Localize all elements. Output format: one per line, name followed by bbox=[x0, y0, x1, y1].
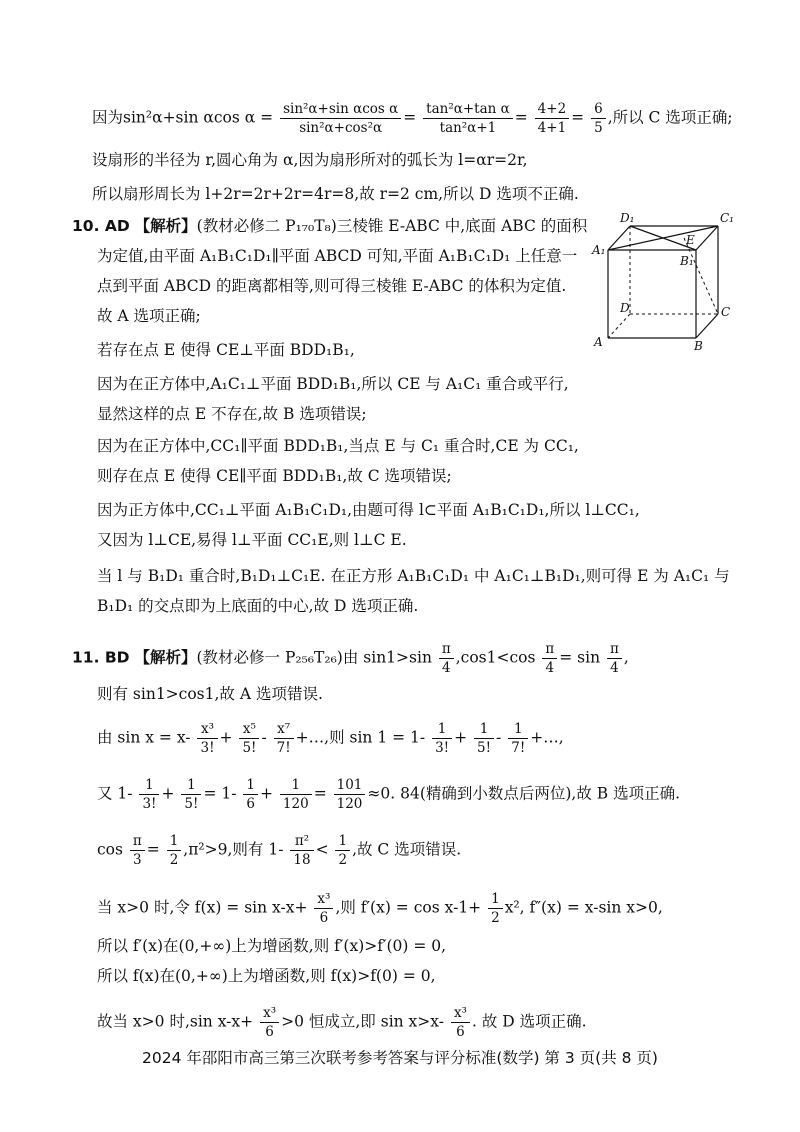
label-b1: B₁ bbox=[680, 254, 694, 268]
label-d1: D₁ bbox=[620, 211, 635, 225]
label-c: C bbox=[721, 305, 731, 319]
part-c-line: 因为sin²α+sin αcos α = $\frac{\text{sin²α+sin αcos α}}{\text{sin²α+cos²α}}$ = $\frac{\text{tan²α+tan α}}{\text{tan²α+1}}$ = $\frac{4+2}{4+1}$ = $\frac{6}{5}$ ,所以 C 选项正确; bbox=[92, 101, 733, 136]
fraction: $\frac{\pi}{4}$ bbox=[542, 640, 557, 677]
q11-line-5: cos $\frac{\pi}{3}$ = $\frac{1}{2}$ ,π²>9,则有 1- $\frac{\text{π²}}{18}$ < $\frac{1}{2}$ ,故 C 选项错误. bbox=[97, 833, 462, 868]
q11-line-6: 当 x>0 时,令 f(x) = sin x-x+ $\frac{\text{x³}}{6}$ ,则 f′(x) = cos x-1+ $\frac{1}{2}$ x², f″(x) = x-sin x>0, bbox=[97, 891, 663, 926]
q10-line: B₁D₁ 的交点即为上底面的中心,故 D 选项正确. bbox=[97, 597, 419, 615]
q10-line: 显然这样的点 E 不存在,故 B 选项错误; bbox=[97, 405, 367, 423]
q10-line: 故 A 选项正确; bbox=[97, 307, 201, 325]
q11-line-8: 所以 f(x)在(0,+∞)上为增函数,则 f(x)>f(0) = 0, bbox=[97, 967, 436, 985]
q10-line: 点到平面 ABCD 的距离都相等,则可得三棱锥 E-ABC 的体积为定值. bbox=[97, 277, 567, 295]
q10-line: 因为在正方体中,CC₁∥平面 BDD₁B₁,当点 E 与 C₁ 重合时,CE 为 CC₁, bbox=[97, 437, 579, 455]
fraction: $\frac{6}{5}$ bbox=[591, 100, 606, 137]
q11-line-3: 由 sin x = x- $\frac{\text{x³}}{3!}$ + $\frac{\text{x⁵}}{5!}$ - $\frac{\text{x⁷}}{7!}$ +…,则 sin 1 = 1- $\frac{1}{3!}$ + $\frac{1}{5!}$ - $\frac{1}{7!}$ +…, bbox=[97, 721, 564, 756]
q11-header: 11. BD 【解析】(教材必修一 P₂₅₆T₂₆)由 sin1>sin $\frac{\pi}{4}$ ,cos1<cos $\frac{\pi}{4}$ = sin $\frac{\pi}{4}$ , bbox=[72, 641, 629, 676]
q10-number: 10. AD bbox=[72, 217, 130, 235]
hidden-edge-da bbox=[608, 314, 630, 338]
fraction: $\frac{4+2}{4+1}$ bbox=[535, 100, 570, 137]
q10-line: 又因为 l⊥CE,易得 l⊥平面 CC₁E,则 l⊥C E. bbox=[97, 531, 407, 549]
q10-line: 因为正方体中,CC₁⊥平面 A₁B₁C₁D₁,由题可得 l⊂平面 A₁B₁C₁D₁,所以 l⊥CC₁, bbox=[97, 501, 640, 519]
q10-tag: 【解析】 bbox=[134, 216, 197, 235]
part-d-line-2: 所以扇形周长为 l+2r=2r+2r=4r=8,故 r=2 cm,所以 D 选项不正确. bbox=[92, 185, 579, 203]
label-d: D bbox=[620, 301, 630, 315]
q11-number: 11. BD bbox=[72, 648, 130, 667]
label-e: E bbox=[686, 233, 695, 247]
cube-figure bbox=[590, 208, 740, 353]
q11-line-9: 故当 x>0 时,sin x-x+ $\frac{\text{x³}}{6}$ >0 恒成立,即 sin x>x- $\frac{\text{x³}}{6}$ . 故 D 选项正确. bbox=[97, 1005, 587, 1040]
q10-line: 则存在点 E 使得 CE∥平面 BDD₁B₁,故 C 选项错误; bbox=[97, 467, 452, 485]
q11-tag: 【解析】 bbox=[134, 647, 197, 667]
q10-line: 为定值,由平面 A₁B₁C₁D₁∥平面 ABCD 可知,平面 A₁B₁C₁D₁ 上任意一 bbox=[97, 247, 578, 265]
part-d-line-1: 设扇形的半径为 r,圆心角为 α,因为扇形所对的弧长为 l=αr=2r, bbox=[92, 151, 528, 169]
label-b: B bbox=[694, 339, 703, 353]
edge-bc bbox=[696, 314, 718, 338]
label-c1: C₁ bbox=[720, 211, 734, 225]
label-a: A bbox=[594, 335, 603, 349]
q11-line-4: 又 1- $\frac{1}{3!}$ + $\frac{1}{5!}$ = 1- $\frac{1}{6}$ + $\frac{1}{120}$ = $\frac{101}{120}$ ≈0. 84(精确到小数点后两位),故 B 选项正确. bbox=[97, 777, 681, 812]
q11-line-2: 则有 sin1>cos1,故 A 选项错误. bbox=[97, 685, 323, 703]
page-footer: 2024 年邵阳市高三第三次联考参考答案与评分标准(数学) 第 3 页(共 8 页) bbox=[142, 1049, 658, 1067]
fraction: $\frac{\text{tan²α+tan α}}{\text{tan²α+1}}$ bbox=[423, 100, 513, 137]
q10-header: 10. AD 【解析】(教材必修二 P₁₇₀T₈)三棱锥 E-ABC 中,底面 ABC 的面积 bbox=[72, 216, 588, 235]
q10-line: 当 l 与 B₁D₁ 重合时,B₁D₁⊥C₁E. 在正方形 A₁B₁C₁D₁ 中 A₁C₁⊥B₁D₁,则可得 E 为 A₁C₁ 与 bbox=[97, 567, 730, 585]
fraction: $\frac{\pi}{4}$ bbox=[607, 640, 622, 677]
diag-a1c1 bbox=[608, 226, 718, 250]
q11-line-7: 所以 f′(x)在(0,+∞)上为增函数,则 f′(x)>f′(0) = 0, bbox=[97, 937, 447, 955]
q10-line: 因为在正方体中,A₁C₁⊥平面 BDD₁B₁,所以 CE 与 A₁C₁ 重合或平行, bbox=[97, 375, 569, 393]
hidden-edge-ec bbox=[684, 238, 718, 314]
fraction: $\frac{\text{sin²α+sin αcos α}}{\text{sin²α+cos²α}}$ bbox=[280, 100, 401, 137]
fraction: $\frac{\pi}{4}$ bbox=[439, 640, 454, 677]
q10-line: 若存在点 E 使得 CE⊥平面 BDD₁B₁, bbox=[97, 341, 355, 359]
label-a1: A₁ bbox=[592, 243, 606, 257]
